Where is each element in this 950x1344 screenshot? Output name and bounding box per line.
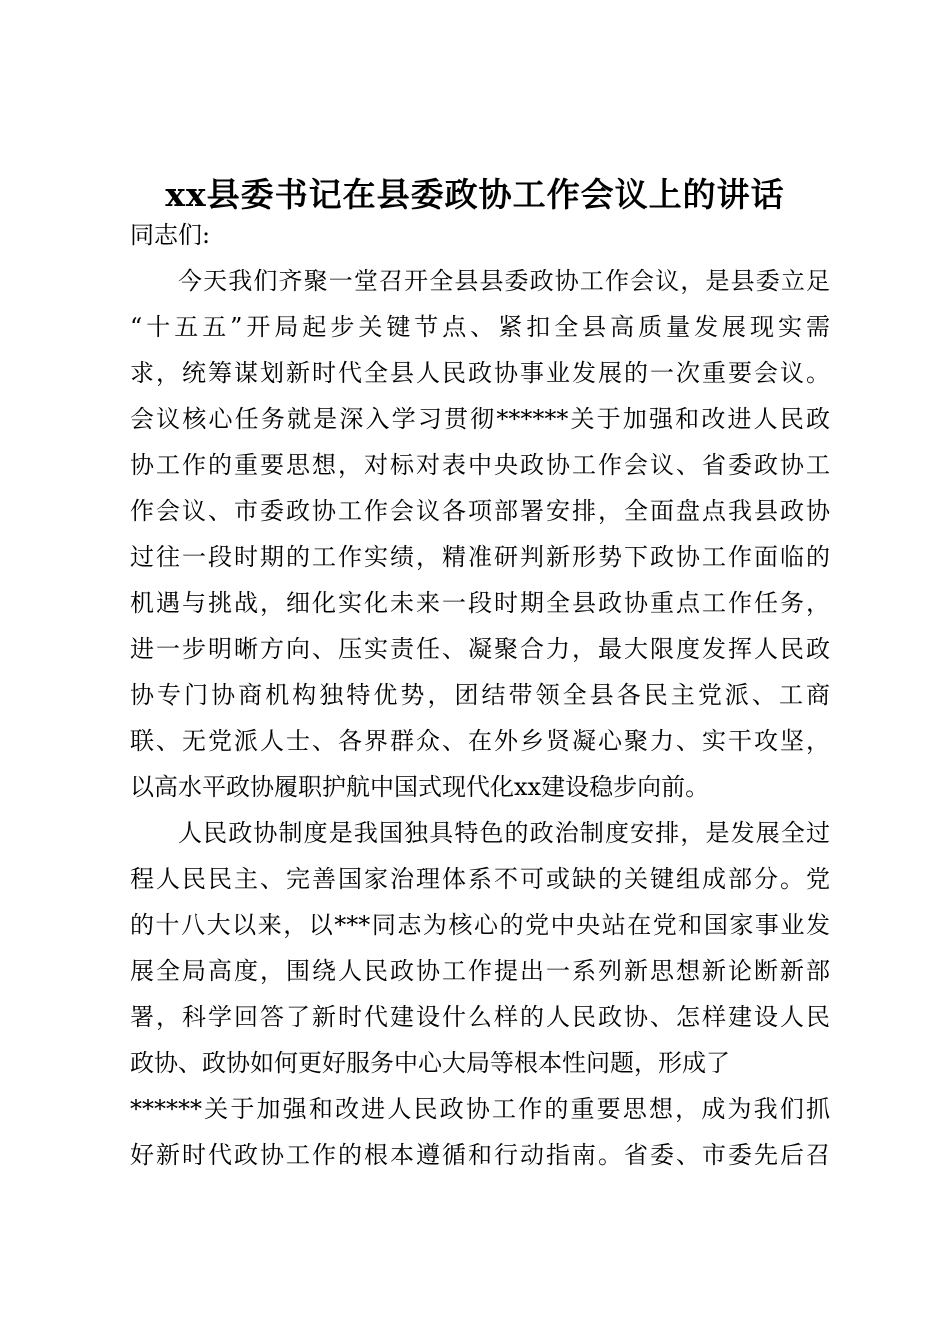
paragraph-line: 协工作的重要思想，对标对表中央政协工作会议、省委政协工 bbox=[130, 451, 830, 479]
paragraph-line: ******关于加强和改进人民政协工作的重要思想，成为我们抓 bbox=[130, 1095, 830, 1123]
paragraph-line: 人民政协制度是我国独具特色的政治制度安排，是发展全过 bbox=[178, 819, 830, 847]
paragraph-line: 进一步明晰方向、压实责任、凝聚合力，最大限度发挥人民政 bbox=[130, 635, 830, 663]
document-title: xx县委书记在县委政协工作会议上的讲话 bbox=[165, 175, 785, 214]
paragraph-line: 作会议、市委政协工作会议各项部署安排，全面盘点我县政协 bbox=[130, 497, 830, 525]
paragraph-line: 联、无党派人士、各界群众、在外乡贤凝心聚力、实干攻坚， bbox=[130, 727, 830, 755]
paragraph-1 bbox=[130, 258, 830, 810]
paragraph-line: 的十八大以来，以***同志为核心的党中央站在党和国家事业发 bbox=[130, 911, 830, 939]
paragraph-line: 过往一段时期的工作实绩，精准研判新形势下政协工作面临的 bbox=[130, 543, 830, 571]
paragraph-line: 求，统筹谋划新时代全县人民政协事业发展的一次重要会议。 bbox=[130, 359, 830, 387]
paragraph-line: 展全局高度，围绕人民政协工作提出一系列新思想新论断新部 bbox=[130, 957, 830, 985]
paragraph-line: 程人民民主、完善国家治理体系不可或缺的关键组成部分。党 bbox=[130, 865, 830, 893]
paragraph-line: 署，科学回答了新时代建设什么样的人民政协、怎样建设人民 bbox=[130, 1003, 830, 1031]
paragraph-line: “十五五”开局起步关键节点、紧扣全县高质量发展现实需 bbox=[130, 313, 830, 341]
paragraph-2 bbox=[130, 810, 830, 1178]
paragraph-line: 今天我们齐聚一堂召开全县县委政协工作会议，是县委立足 bbox=[178, 267, 830, 295]
paragraph-line: 以高水平政协履职护航中国式现代化xx建设稳步向前。 bbox=[130, 773, 710, 801]
paragraph-line: 政协、政协如何更好服务中心大局等根本性问题，形成了 bbox=[130, 1049, 730, 1077]
salutation: 同志们: bbox=[130, 221, 211, 249]
paragraph-line: 协专门协商机构独特优势，团结带领全县各民主党派、工商 bbox=[130, 681, 830, 709]
paragraph-line: 会议核心任务就是深入学习贯彻******关于加强和改进人民政 bbox=[130, 405, 830, 433]
paragraph-line: 机遇与挑战，细化实化未来一段时期全县政协重点工作任务， bbox=[130, 589, 830, 617]
document-body bbox=[130, 212, 830, 1178]
paragraph-line: 好新时代政协工作的根本遵循和行动指南。省委、市委先后召 bbox=[130, 1141, 830, 1169]
